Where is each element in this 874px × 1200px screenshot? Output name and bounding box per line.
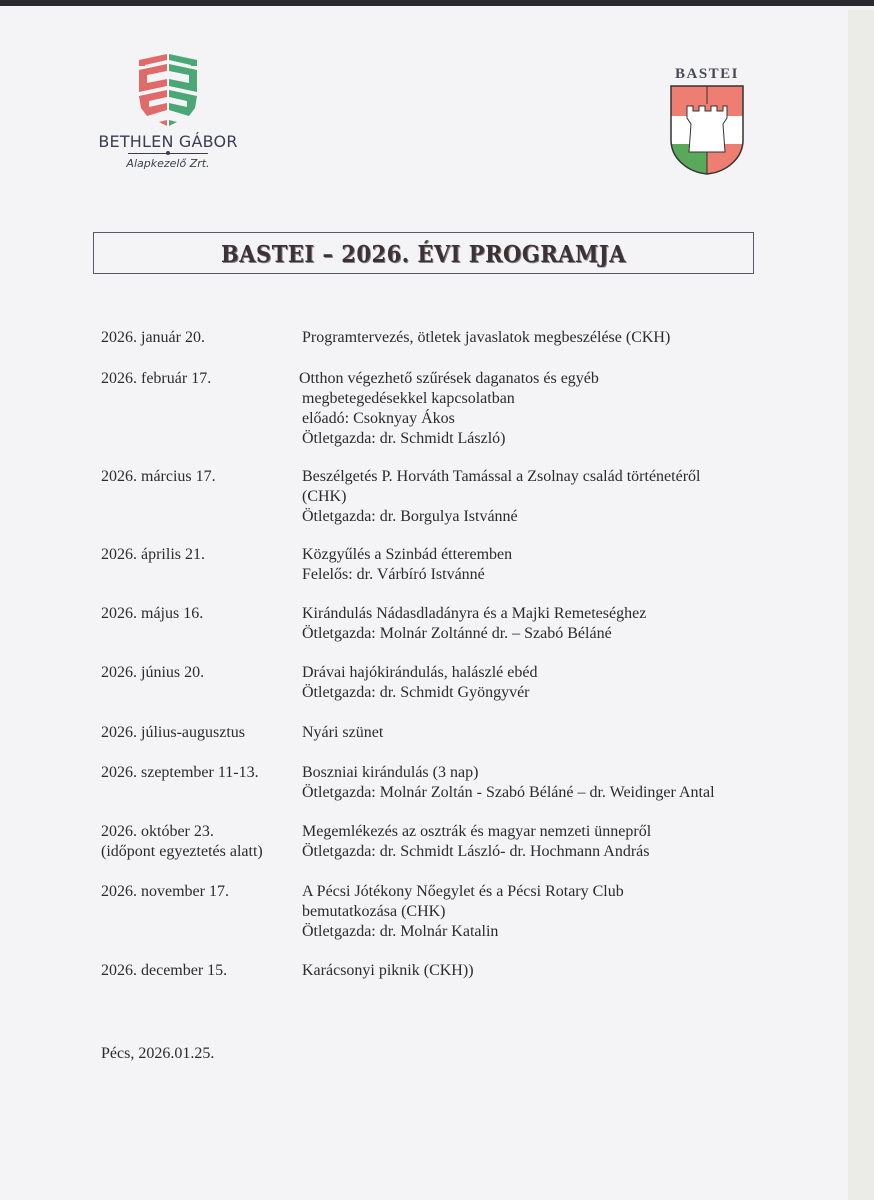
bethlen-gabor-name: BETHLEN GÁBOR [98, 132, 238, 151]
program-date-line: 2026. július-augusztus [101, 724, 245, 741]
program-date [101, 545, 302, 585]
program-date-line: 2026. március 17. [101, 468, 216, 485]
program-description [302, 822, 781, 862]
program-date [101, 604, 302, 644]
footer-place-date: Pécs, 2026.01.25. [101, 1045, 215, 1062]
program-description-line: A Pécsi Jótékony Nőegylet és a Pécsi Rotary Club [302, 883, 624, 900]
program-description-line: Beszélgetés P. Horváth Tamással a Zsolnay család történetéről [302, 468, 701, 485]
program-description-line: (CHK) [302, 488, 347, 505]
program-description-line: Ötletgazda: dr. Schmidt László) [302, 430, 506, 447]
program-description [302, 663, 781, 703]
program-description [302, 763, 781, 803]
program-description [302, 961, 781, 981]
program-description-line: Megemlékezés az osztrák és magyar nemzeti ünnepről [302, 823, 652, 840]
bethlen-gabor-logo [98, 52, 238, 182]
program-description-line: Otthon végezhető szűrések daganatos és egyéb [299, 370, 599, 387]
program-description-line: Drávai hajókirándulás, halászlé ebéd [302, 664, 538, 681]
document-page [0, 6, 848, 1200]
program-description-line: Nyári szünet [302, 724, 384, 741]
program-row [101, 467, 781, 527]
program-row [101, 961, 781, 981]
program-description [302, 723, 781, 743]
program-date-line: 2026. december 15. [101, 962, 228, 979]
program-date [101, 328, 302, 348]
program-date [101, 723, 302, 743]
program-date [101, 467, 302, 527]
program-description-line: Boszniai kirándulás (3 nap) [302, 764, 479, 781]
program-row [101, 763, 781, 803]
program-description [302, 604, 781, 644]
program-date-line: 2026. január 20. [101, 329, 205, 346]
program-date-line: 2026. június 20. [101, 664, 205, 681]
program-date-line: 2026. május 16. [101, 605, 204, 622]
program-row [101, 545, 781, 585]
program-date [101, 369, 302, 449]
program-description-line: előadó: Csoknyay Ákos [302, 410, 455, 427]
program-row [101, 369, 781, 449]
program-date [101, 663, 302, 703]
program-date [101, 822, 302, 862]
program-description-line: Ötletgazda: Molnár Zoltán - Szabó Béláné – dr. Weidinger Antal [302, 784, 715, 801]
program-row [101, 723, 781, 743]
program-description [299, 369, 781, 449]
program-date-line: 2026. április 21. [101, 546, 205, 563]
bastei-logo-label: BASTEI [674, 66, 740, 82]
program-description-line: Programtervezés, ötletek javaslatok megbeszélése (CKH) [302, 329, 671, 346]
program-row [101, 663, 781, 703]
program-description-line: Ötletgazda: dr. Borgulya Istvánné [302, 508, 518, 525]
program-description-line: Kirándulás Nádasdladányra és a Majki Remeteséghez [302, 605, 647, 622]
program-date-line: 2026. október 23. [101, 823, 214, 840]
program-description [302, 328, 781, 348]
program-date-line: 2026. november 17. [101, 883, 229, 900]
program-row [101, 328, 781, 348]
bastei-shield-icon [669, 84, 745, 176]
program-description-line: Ötletgazda: dr. Schmidt Gyöngyvér [302, 684, 530, 701]
program-description-line: Felelős: dr. Várbíró Istvánné [302, 566, 485, 583]
shield-logo-icon [137, 52, 199, 128]
program-description-line: Közgyűlés a Szinbád étteremben [302, 546, 513, 563]
program-description-line: megbetegedésekkel kapcsolatban [302, 390, 515, 407]
program-description-line: Ötletgazda: dr. Schmidt László- dr. Hochmann András [302, 843, 650, 860]
program-date-line: 2026. szeptember 11-13. [101, 764, 259, 781]
bethlen-gabor-subtitle: Alapkezelő Zrt. [126, 157, 210, 170]
bastei-logo [664, 66, 750, 176]
program-date [101, 961, 302, 981]
page-title: BASTEI – 2026. ÉVI PROGRAMJA [221, 239, 626, 267]
program-date [101, 763, 302, 803]
logo-divider [128, 153, 208, 154]
program-date-line: 2026. február 17. [101, 370, 212, 387]
page-edge [848, 10, 874, 1200]
program-description [302, 545, 781, 585]
program-description-line: Karácsonyi piknik (CKH)) [302, 962, 474, 979]
program-description [302, 467, 781, 527]
program-row [101, 822, 781, 862]
program-date [101, 882, 302, 942]
program-description-line: bemutatkozása (CHK) [302, 903, 446, 920]
program-description [302, 882, 781, 942]
program-date-line: (időpont egyeztetés alatt) [101, 843, 263, 860]
title-box [93, 232, 754, 274]
program-row [101, 604, 781, 644]
program-row [101, 882, 781, 942]
program-description-line: Ötletgazda: dr. Molnár Katalin [302, 923, 499, 940]
program-description-line: Ötletgazda: Molnár Zoltánné dr. – Szabó Béláné [302, 625, 612, 642]
